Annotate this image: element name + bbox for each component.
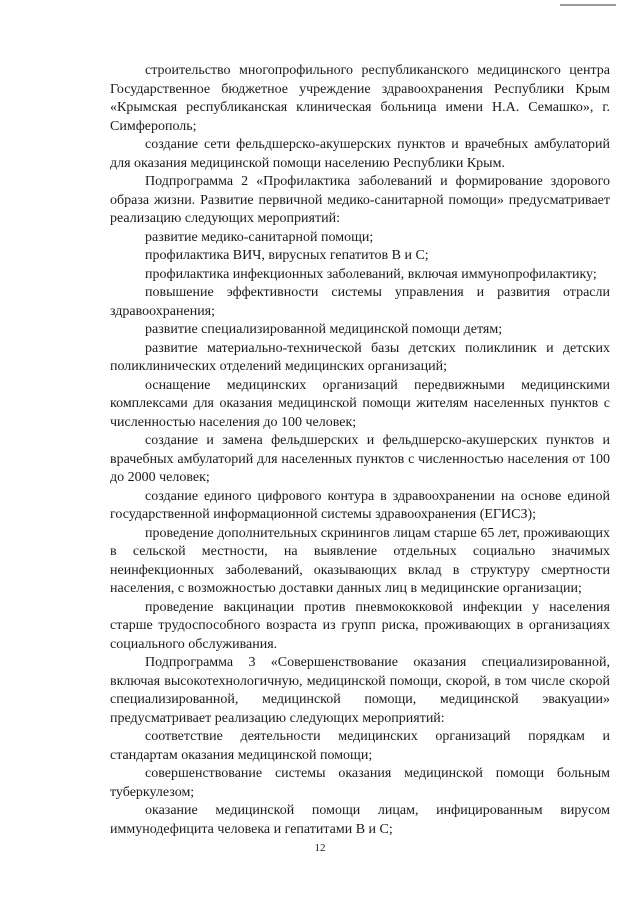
top-rule <box>560 4 616 6</box>
list-item: профилактика ВИЧ, вирусных гепатитов B и C; <box>145 248 429 263</box>
list-item: соответствие деятельности медицинских организаций порядкам и стандартам оказания медицинской помощи; <box>110 729 610 763</box>
paragraph: строительство многопрофильного республиканского медицинского центра Государственное бюджетное учреждение здравоохранения Республики Крым «Крымская республиканская клиническая больница имени Н.А. Семашко», г. Симферополь; <box>110 63 610 134</box>
list-item: совершенствование системы оказания медицинской помощи больным туберкулезом; <box>110 766 610 800</box>
subprogram-3-heading: Подпрограмма 3 «Совершенствование оказания специализированной, включая высокотехнологичную, медицинской помощи, скорой, в том числе скорой специализированной, медицинской помощи, медицинской эвакуации» предусматривает реализацию следующих мероприятий: <box>110 655 610 726</box>
list-item: проведение дополнительных скринингов лицам старше 65 лет, проживающих в сельской местности, на выявление отдельных социально значимых неинфекционных заболеваний, оказывающих вклад в структуру смертности населения, с возможностью доставки данных лиц в медицинские организации; <box>110 525 610 596</box>
list-item: создание и замена фельдшерских и фельдшерско-акушерских пунктов и врачебных амбулаторий для населенных пунктов с численностью населения от 100 до 2000 человек; <box>110 433 610 485</box>
document-body <box>110 62 610 839</box>
list-item: развитие материально-технической базы детских поликлиник и детских поликлинических отделений медицинских организаций; <box>110 340 610 374</box>
page-number: 12 <box>314 842 326 854</box>
list-item: проведение вакцинации против пневмококковой инфекции у населения старше трудоспособного возраста из групп риска, проживающих в организациях социального обслуживания. <box>110 599 610 652</box>
subprogram-2-heading: Подпрограмма 2 «Профилактика заболеваний и формирование здорового образа жизни. Развитие первичной медико-санитарной помощи» предусматривает реализацию следующих мероприятий: <box>110 174 610 226</box>
list-item: оснащение медицинских организаций передвижными медицинскими комплексами для оказания медицинской помощи жителям населенных пунктов с численностью населения до 100 человек; <box>110 377 610 430</box>
paragraph: создание сети фельдшерско-акушерских пунктов и врачебных амбулаторий для оказания медицинской помощи населению Республики Крым. <box>110 137 610 171</box>
list-item: профилактика инфекционных заболеваний, включая иммунопрофилактику; <box>145 266 597 282</box>
list-item: повышение эффективности системы управления и развития отрасли здравоохранения; <box>110 285 610 319</box>
list-item: развитие медико-санитарной помощи; <box>145 229 374 245</box>
list-item: развитие специализированной медицинской помощи детям; <box>145 322 503 337</box>
list-item: создание единого цифрового контура в здравоохранении на основе единой государственной информационной системы здравоохранения (ЕГИСЗ); <box>110 488 610 522</box>
list-item: оказание медицинской помощи лицам, инфицированным вирусом иммунодефицита человека и гепатитами B и C; <box>110 803 610 837</box>
